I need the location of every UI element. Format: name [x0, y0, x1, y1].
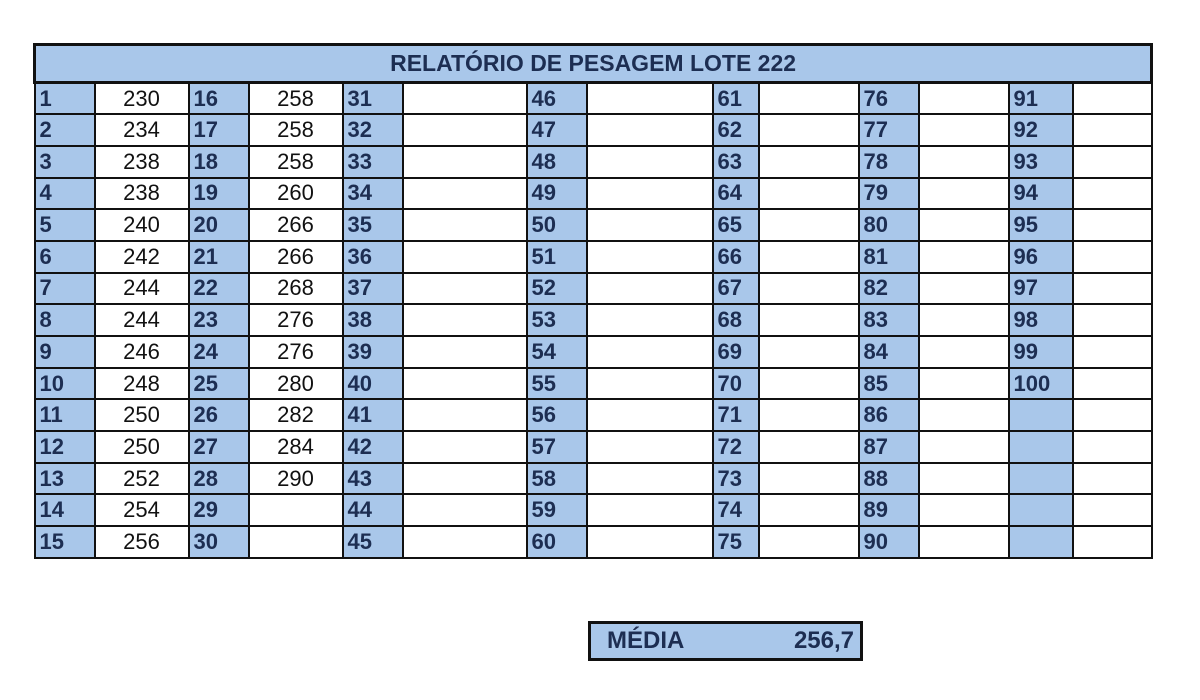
- animal-number-cell: 78: [859, 146, 919, 178]
- animal-number-cell: 84: [859, 336, 919, 368]
- animal-number-cell: 85: [859, 368, 919, 400]
- animal-number-cell: 71: [713, 399, 759, 431]
- weight-cell: [249, 526, 343, 558]
- weight-cell: [919, 304, 1009, 336]
- weight-cell: [249, 494, 343, 526]
- animal-number-cell: 11: [35, 399, 95, 431]
- weight-cell: [759, 526, 859, 558]
- weight-cell: [587, 304, 713, 336]
- animal-number-cell: 47: [527, 114, 587, 146]
- animal-number-cell: 45: [343, 526, 403, 558]
- animal-number-cell: [1009, 526, 1073, 558]
- animal-number-cell: 52: [527, 273, 587, 305]
- animal-number-cell: 91: [1009, 83, 1073, 115]
- weight-cell: [403, 178, 527, 210]
- animal-number-cell: 77: [859, 114, 919, 146]
- weight-cell: [1073, 494, 1152, 526]
- weight-cell: [403, 526, 527, 558]
- animal-number-cell: 54: [527, 336, 587, 368]
- animal-number-cell: 53: [527, 304, 587, 336]
- weight-cell: [759, 368, 859, 400]
- animal-number-cell: 87: [859, 431, 919, 463]
- animal-number-cell: 34: [343, 178, 403, 210]
- weight-cell: [403, 114, 527, 146]
- weight-cell: [587, 83, 713, 115]
- animal-number-cell: [1009, 463, 1073, 495]
- animal-number-cell: 22: [189, 273, 249, 305]
- weight-cell: [1073, 526, 1152, 558]
- weight-cell: [919, 336, 1009, 368]
- table-row: [35, 241, 1152, 273]
- weight-cell: [587, 241, 713, 273]
- animal-number-cell: 66: [713, 241, 759, 273]
- weight-cell: [587, 526, 713, 558]
- animal-number-cell: 95: [1009, 209, 1073, 241]
- weight-cell: [1073, 241, 1152, 273]
- weight-cell: [919, 399, 1009, 431]
- weight-cell: [919, 114, 1009, 146]
- table-row: [35, 273, 1152, 305]
- animal-number-cell: [1009, 494, 1073, 526]
- weight-cell: [919, 83, 1009, 115]
- weight-cell: [403, 336, 527, 368]
- table-row: [35, 336, 1152, 368]
- weight-cell: [587, 399, 713, 431]
- animal-number-cell: 55: [527, 368, 587, 400]
- weight-cell: [759, 209, 859, 241]
- animal-number-cell: 39: [343, 336, 403, 368]
- weight-cell: 242: [95, 241, 189, 273]
- animal-number-cell: 79: [859, 178, 919, 210]
- weight-cell: [587, 273, 713, 305]
- weight-cell: 244: [95, 273, 189, 305]
- table-row: [35, 368, 1152, 400]
- animal-number-cell: 48: [527, 146, 587, 178]
- weight-cell: [403, 399, 527, 431]
- animal-number-cell: 90: [859, 526, 919, 558]
- weight-cell: [403, 368, 527, 400]
- animal-number-cell: 20: [189, 209, 249, 241]
- animal-number-cell: 46: [527, 83, 587, 115]
- animal-number-cell: 76: [859, 83, 919, 115]
- animal-number-cell: 32: [343, 114, 403, 146]
- table-row: [35, 146, 1152, 178]
- animal-number-cell: 43: [343, 463, 403, 495]
- animal-number-cell: 14: [35, 494, 95, 526]
- animal-number-cell: 69: [713, 336, 759, 368]
- animal-number-cell: 44: [343, 494, 403, 526]
- animal-number-cell: 35: [343, 209, 403, 241]
- animal-number-cell: 16: [189, 83, 249, 115]
- animal-number-cell: 61: [713, 83, 759, 115]
- animal-number-cell: 97: [1009, 273, 1073, 305]
- animal-number-cell: 17: [189, 114, 249, 146]
- weight-cell: [1073, 209, 1152, 241]
- weight-cell: [919, 209, 1009, 241]
- animal-number-cell: 6: [35, 241, 95, 273]
- weight-cell: [759, 463, 859, 495]
- table-row: [35, 431, 1152, 463]
- weight-cell: 234: [95, 114, 189, 146]
- weight-cell: 290: [249, 463, 343, 495]
- weight-cell: 258: [249, 146, 343, 178]
- weight-cell: [759, 273, 859, 305]
- weight-cell: 266: [249, 209, 343, 241]
- weight-cell: 230: [95, 83, 189, 115]
- weight-cell: [759, 431, 859, 463]
- weight-cell: [1073, 463, 1152, 495]
- weight-cell: [919, 494, 1009, 526]
- weight-cell: [919, 178, 1009, 210]
- weight-cell: [587, 209, 713, 241]
- animal-number-cell: 96: [1009, 241, 1073, 273]
- animal-number-cell: 9: [35, 336, 95, 368]
- weight-cell: [587, 336, 713, 368]
- weight-cell: 248: [95, 368, 189, 400]
- animal-number-cell: 100: [1009, 368, 1073, 400]
- weight-cell: [403, 463, 527, 495]
- animal-number-cell: 70: [713, 368, 759, 400]
- weight-cell: 252: [95, 463, 189, 495]
- weight-cell: [919, 526, 1009, 558]
- weight-cell: 254: [95, 494, 189, 526]
- weight-cell: [759, 178, 859, 210]
- animal-number-cell: 10: [35, 368, 95, 400]
- animal-number-cell: 99: [1009, 336, 1073, 368]
- weighing-report-table: [33, 43, 1153, 559]
- weight-cell: [403, 431, 527, 463]
- animal-number-cell: 36: [343, 241, 403, 273]
- animal-number-cell: 62: [713, 114, 759, 146]
- animal-number-cell: 93: [1009, 146, 1073, 178]
- animal-number-cell: 13: [35, 463, 95, 495]
- animal-number-cell: 7: [35, 273, 95, 305]
- average-label: MÉDIA: [607, 627, 685, 654]
- weight-cell: [759, 399, 859, 431]
- animal-number-cell: 74: [713, 494, 759, 526]
- weight-cell: [1073, 368, 1152, 400]
- weight-cell: [1073, 431, 1152, 463]
- animal-number-cell: 94: [1009, 178, 1073, 210]
- animal-number-cell: 38: [343, 304, 403, 336]
- animal-number-cell: 24: [189, 336, 249, 368]
- weight-cell: [587, 178, 713, 210]
- weight-cell: [759, 146, 859, 178]
- weight-cell: [587, 494, 713, 526]
- weight-cell: 284: [249, 431, 343, 463]
- weight-cell: [403, 241, 527, 273]
- weight-cell: [919, 273, 1009, 305]
- animal-number-cell: 73: [713, 463, 759, 495]
- animal-number-cell: 88: [859, 463, 919, 495]
- weight-cell: [919, 431, 1009, 463]
- table-row: [35, 463, 1152, 495]
- animal-number-cell: 92: [1009, 114, 1073, 146]
- report-title: RELATÓRIO DE PESAGEM LOTE 222: [35, 45, 1152, 83]
- animal-number-cell: 27: [189, 431, 249, 463]
- animal-number-cell: 68: [713, 304, 759, 336]
- report-body: [35, 83, 1152, 558]
- weight-cell: [759, 494, 859, 526]
- animal-number-cell: 42: [343, 431, 403, 463]
- animal-number-cell: [1009, 399, 1073, 431]
- animal-number-cell: 64: [713, 178, 759, 210]
- weight-cell: 250: [95, 431, 189, 463]
- weight-cell: [759, 83, 859, 115]
- weight-cell: [403, 146, 527, 178]
- table-row: [35, 526, 1152, 558]
- animal-number-cell: 29: [189, 494, 249, 526]
- weight-cell: 246: [95, 336, 189, 368]
- weight-cell: [1073, 273, 1152, 305]
- weight-cell: [1073, 304, 1152, 336]
- weight-cell: [403, 494, 527, 526]
- weight-cell: [759, 336, 859, 368]
- weight-cell: [587, 431, 713, 463]
- weight-cell: 258: [249, 83, 343, 115]
- weight-cell: [587, 463, 713, 495]
- weight-cell: [1073, 114, 1152, 146]
- weight-cell: 260: [249, 178, 343, 210]
- animal-number-cell: 63: [713, 146, 759, 178]
- weight-cell: [403, 273, 527, 305]
- animal-number-cell: 12: [35, 431, 95, 463]
- table-row: [35, 399, 1152, 431]
- animal-number-cell: 1: [35, 83, 95, 115]
- weight-cell: [919, 146, 1009, 178]
- table-row: [35, 304, 1152, 336]
- animal-number-cell: 82: [859, 273, 919, 305]
- weight-cell: [1073, 336, 1152, 368]
- animal-number-cell: 98: [1009, 304, 1073, 336]
- weight-cell: [759, 241, 859, 273]
- animal-number-cell: 58: [527, 463, 587, 495]
- animal-number-cell: 37: [343, 273, 403, 305]
- animal-number-cell: 18: [189, 146, 249, 178]
- animal-number-cell: [1009, 431, 1073, 463]
- weight-cell: 250: [95, 399, 189, 431]
- animal-number-cell: 26: [189, 399, 249, 431]
- weight-cell: 268: [249, 273, 343, 305]
- animal-number-cell: 3: [35, 146, 95, 178]
- animal-number-cell: 75: [713, 526, 759, 558]
- animal-number-cell: 67: [713, 273, 759, 305]
- average-summary: [588, 621, 863, 661]
- table-row: [35, 494, 1152, 526]
- animal-number-cell: 51: [527, 241, 587, 273]
- weight-cell: 256: [95, 526, 189, 558]
- weight-cell: 276: [249, 304, 343, 336]
- animal-number-cell: 30: [189, 526, 249, 558]
- animal-number-cell: 15: [35, 526, 95, 558]
- average-value: 256,7: [793, 627, 854, 654]
- weight-cell: [403, 209, 527, 241]
- weight-cell: 238: [95, 178, 189, 210]
- animal-number-cell: 8: [35, 304, 95, 336]
- animal-number-cell: 56: [527, 399, 587, 431]
- animal-number-cell: 89: [859, 494, 919, 526]
- animal-number-cell: 60: [527, 526, 587, 558]
- weight-cell: 276: [249, 336, 343, 368]
- animal-number-cell: 41: [343, 399, 403, 431]
- weight-cell: [1073, 399, 1152, 431]
- table-row: [35, 209, 1152, 241]
- weight-cell: 258: [249, 114, 343, 146]
- animal-number-cell: 5: [35, 209, 95, 241]
- animal-number-cell: 59: [527, 494, 587, 526]
- animal-number-cell: 2: [35, 114, 95, 146]
- weight-cell: 266: [249, 241, 343, 273]
- animal-number-cell: 80: [859, 209, 919, 241]
- animal-number-cell: 72: [713, 431, 759, 463]
- table-row: [35, 114, 1152, 146]
- weight-cell: [919, 241, 1009, 273]
- weight-cell: 244: [95, 304, 189, 336]
- animal-number-cell: 86: [859, 399, 919, 431]
- animal-number-cell: 21: [189, 241, 249, 273]
- weight-cell: [403, 83, 527, 115]
- weight-cell: 240: [95, 209, 189, 241]
- animal-number-cell: 57: [527, 431, 587, 463]
- weight-cell: [403, 304, 527, 336]
- weight-cell: [919, 463, 1009, 495]
- animal-number-cell: 40: [343, 368, 403, 400]
- animal-number-cell: 31: [343, 83, 403, 115]
- weight-cell: 280: [249, 368, 343, 400]
- weight-cell: [1073, 146, 1152, 178]
- animal-number-cell: 4: [35, 178, 95, 210]
- animal-number-cell: 50: [527, 209, 587, 241]
- weight-cell: [587, 114, 713, 146]
- animal-number-cell: 28: [189, 463, 249, 495]
- weight-cell: 238: [95, 146, 189, 178]
- weight-cell: 282: [249, 399, 343, 431]
- animal-number-cell: 33: [343, 146, 403, 178]
- table-row: [35, 83, 1152, 115]
- animal-number-cell: 81: [859, 241, 919, 273]
- animal-number-cell: 49: [527, 178, 587, 210]
- animal-number-cell: 65: [713, 209, 759, 241]
- animal-number-cell: 25: [189, 368, 249, 400]
- weight-cell: [1073, 178, 1152, 210]
- weight-cell: [759, 304, 859, 336]
- animal-number-cell: 83: [859, 304, 919, 336]
- weight-cell: [587, 368, 713, 400]
- animal-number-cell: 19: [189, 178, 249, 210]
- weight-cell: [759, 114, 859, 146]
- table-row: [35, 178, 1152, 210]
- animal-number-cell: 23: [189, 304, 249, 336]
- weight-cell: [1073, 83, 1152, 115]
- weight-cell: [587, 146, 713, 178]
- weight-cell: [919, 368, 1009, 400]
